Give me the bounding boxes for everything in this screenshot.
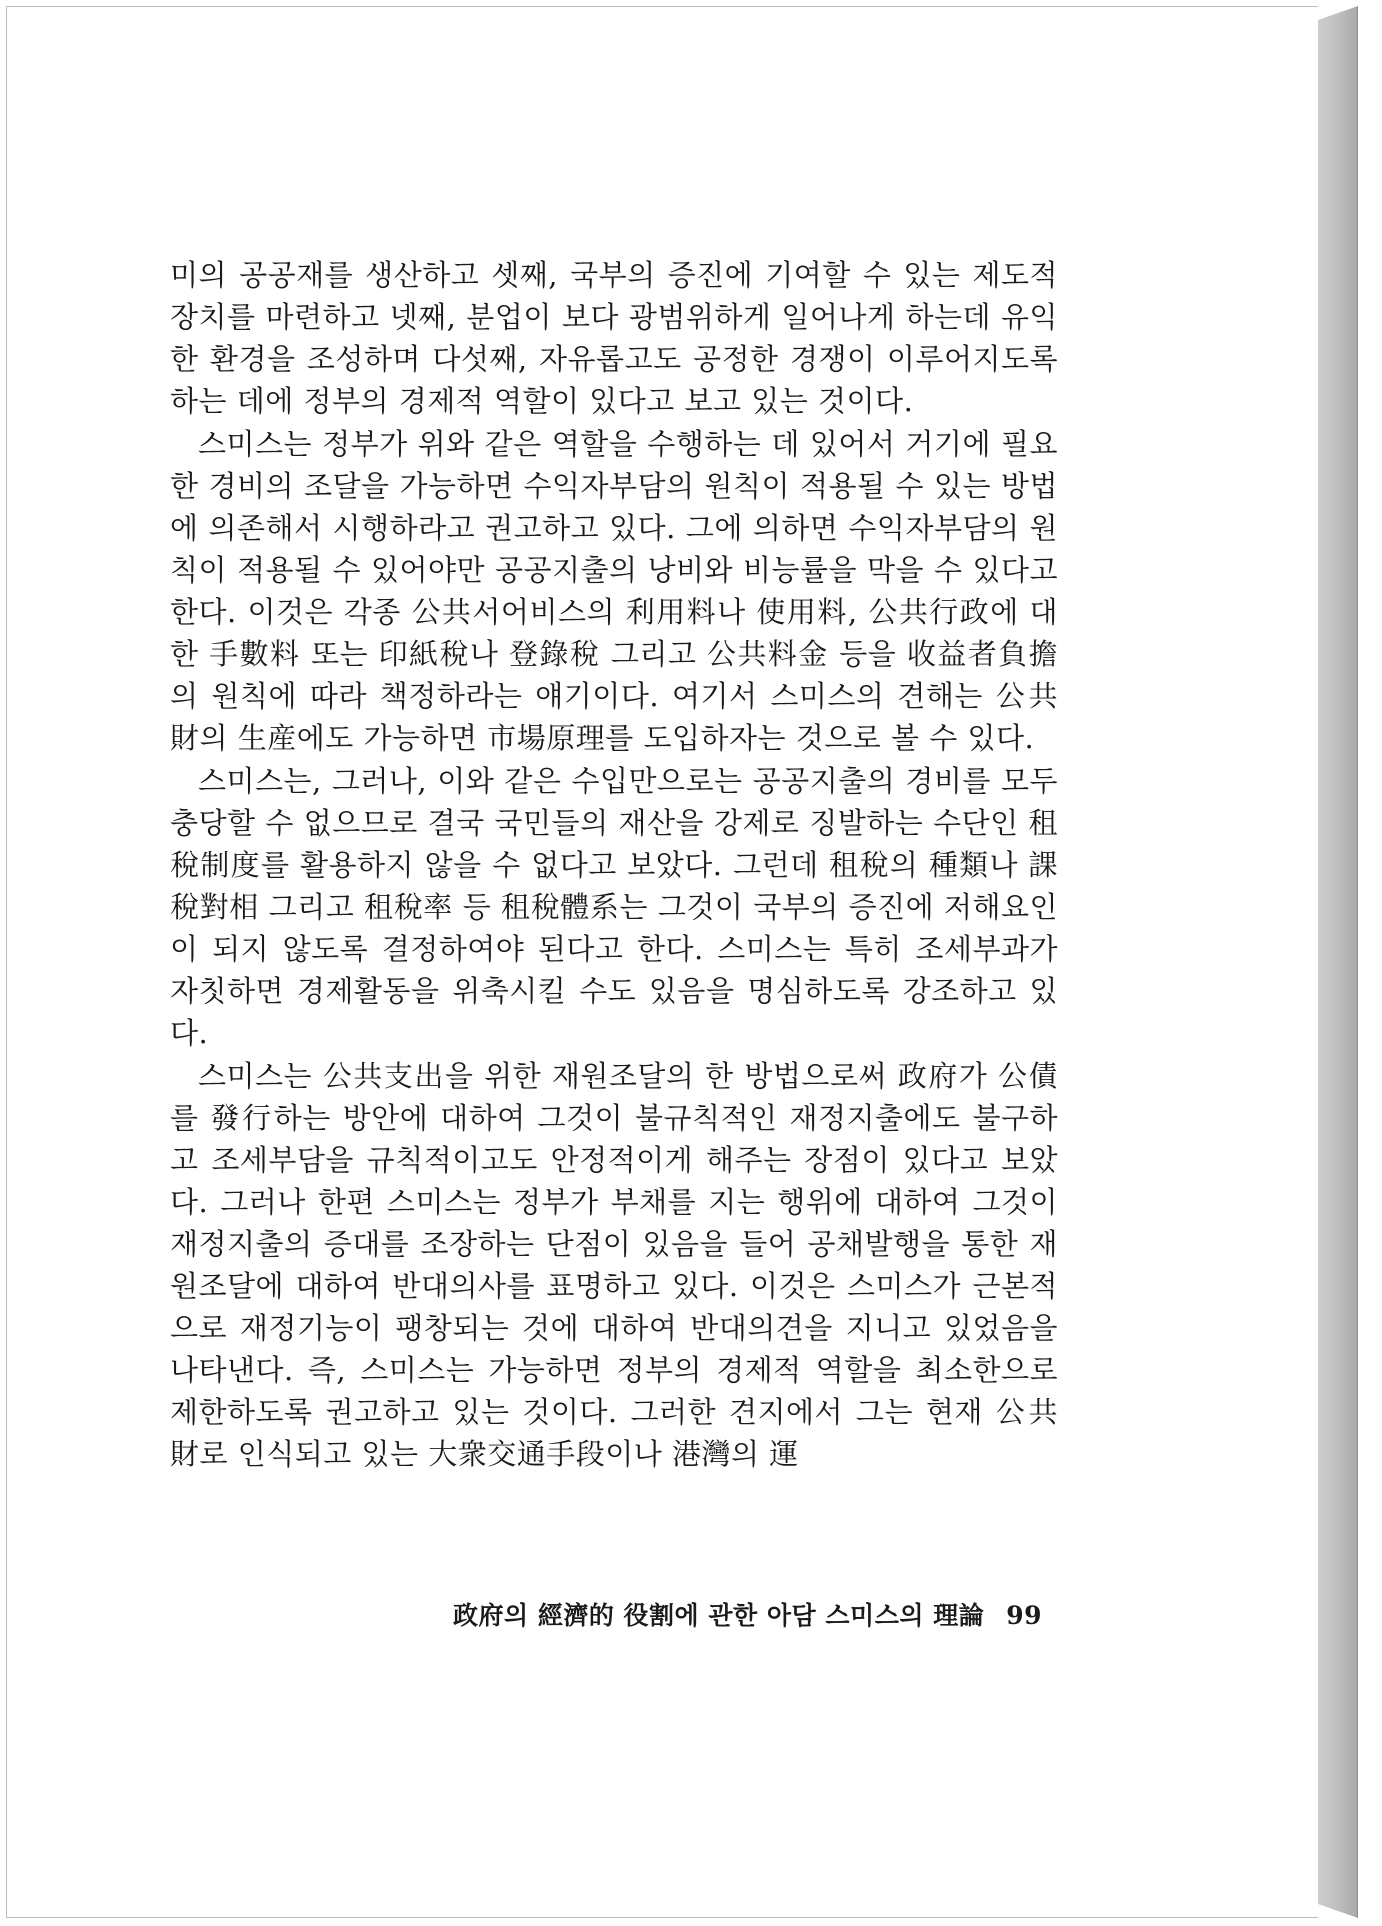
running-title: 政府의 經濟的 役割에 관한 아담 스미스의 理論 xyxy=(452,1601,985,1630)
page-corner-bottom xyxy=(1318,1904,1358,1918)
paragraph-2: 스미스는 정부가 위와 같은 역할을 수행하는 데 있어서 거기에 필요한 경비의 조달을 가능하면 수익자부담의 원칙이 적용될 수 있는 방법에 의존해서 시행하라고 권고하고 있다. 그에 의하면 수익자부담의 원칙이 적용될 수 있어야만 공공지출의 낭비와 비능률을 막을 수 있다고 한다. 이것은 각종 公共서어비스의 利用料나 使用料, 公共行政에 대한 手數料 또는 印紙稅나 登錄稅 그리고 公共料金 등을 收益者負擔의 원칙에 따라 책정하라는 얘기이다. 여기서 스미스의 견해는 公共財의 生産에도 가능하면 市場原理를 도입하자는 것으로 볼 수 있다. xyxy=(170,427,1058,755)
body-text xyxy=(170,254,1058,1476)
paragraph-1: 미의 공공재를 생산하고 셋째, 국부의 증진에 기여할 수 있는 제도적 장치를 마련하고 넷째, 분업이 보다 광범위하게 일어나게 하는데 유익한 환경을 조성하며 다섯째, 자유롭고도 공정한 경쟁이 이루어지도록 하는 데에 정부의 경제적 역할이 있다고 보고 있는 것이다. xyxy=(170,258,1058,418)
page-edge-shadow xyxy=(1318,6,1358,1918)
paragraph-3: 스미스는, 그러나, 이와 같은 수입만으로는 공공지출의 경비를 모두 충당할 수 없으므로 결국 국민들의 재산을 강제로 징발하는 수단인 租稅制度를 활용하지 않을 수 없다고 보았다. 그런데 租稅의 種類나 課稅對相 그리고 租稅率 등 租稅體系는 그것이 국부의 증진에 저해요인이 되지 않도록 결정하여야 된다고 한다. 스미스는 특히 조세부과가 자칫하면 경제활동을 위축시킬 수도 있음을 명심하도록 강조하고 있다. xyxy=(170,764,1058,1050)
paragraph-4: 스미스는 公共支出을 위한 재원조달의 한 방법으로써 政府가 公債를 發行하는 방안에 대하여 그것이 불규칙적인 재정지출에도 불구하고 조세부담을 규칙적이고도 안정적이게 해주는 장점이 있다고 보았다. 그러나 한편 스미스는 정부가 부채를 지는 행위에 대하여 그것이 재정지출의 증대를 조장하는 단점이 있음을 들어 공채발행을 통한 재원조달에 대하여 반대의사를 표명하고 있다. 이것은 스미스가 근본적으로 재정기능이 팽창되는 것에 대하여 반대의견을 지니고 있었음을 나타낸다. 즉, 스미스는 가능하면 정부의 경제적 역할을 최소한으로 제한하도록 권고하고 있는 것이다. 그러한 견지에서 그는 현재 公共財로 인식되고 있는 大衆交通手段이나 港灣의 運 xyxy=(170,1059,1058,1471)
page-corner-top xyxy=(1318,6,1358,20)
page-footer xyxy=(170,1596,1042,1632)
page-number: 99 xyxy=(1006,1601,1042,1630)
